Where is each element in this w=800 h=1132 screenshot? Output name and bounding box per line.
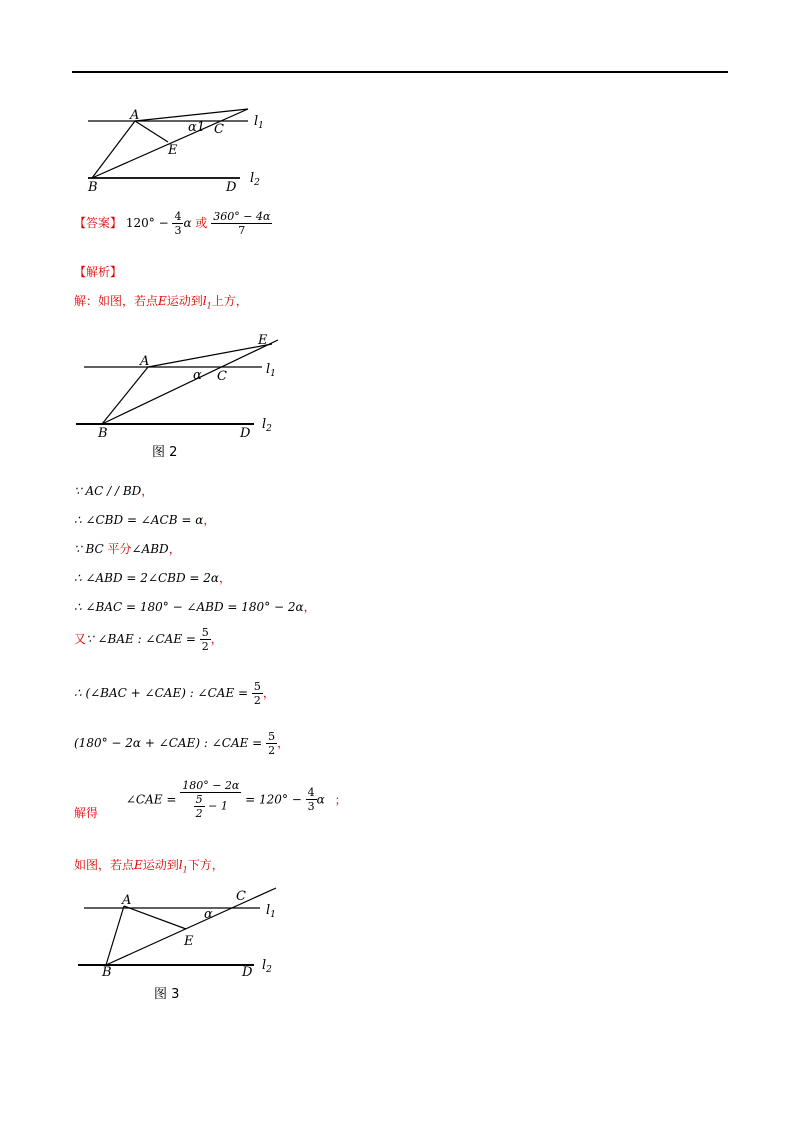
fig2-label-c: C [217, 369, 227, 384]
answer-line [74, 210, 272, 237]
fig1-label-l1: $l_1$ [254, 114, 264, 131]
fig3-label-c: C [236, 889, 246, 904]
fig1-label-a: A [130, 108, 140, 123]
fig1-label-alpha: α1 [188, 120, 206, 135]
fig2-label-l2: $l_2$ [262, 417, 272, 434]
fig2-label-l1: $l_1$ [266, 362, 276, 379]
analysis-label: 【解析】 [74, 265, 123, 279]
step-1: ∵ AC / / BD， [74, 484, 154, 498]
fig3-label-e: E [184, 934, 194, 949]
fig3-label-l2: $l_2$ [262, 958, 272, 975]
step-9: 解得 ∠CAE = 180° − 2α $\frac{5}{2}$ − 1 = 120° − $\frac{4}{3}$ α ； [74, 779, 347, 820]
fig2-caption: 图 2 [152, 445, 178, 460]
fig2-label-d: D [240, 426, 251, 441]
step-4: ∴ ∠ABD = 2∠CBD = 2α， [74, 571, 232, 585]
answer-or: 或 [195, 216, 208, 230]
fig1-label-d: D [226, 180, 237, 195]
fig1-label-c: C [214, 122, 224, 137]
answer-expr2: $\frac{360^\circ - 4\alpha}{7}$ [213, 210, 271, 237]
fig2-label-b: B [98, 426, 108, 441]
case-2-intro: 如图，若点E运动到$l_1$下方， [74, 858, 224, 875]
fig2-label-e: E [258, 333, 268, 348]
fig1-label-l2: $l_2$ [250, 171, 260, 188]
step-2: ∴ ∠CBD = ∠ACB = α， [74, 513, 216, 527]
figure-3 [72, 884, 292, 1006]
step-5: ∴ ∠BAC = 180° − ∠ABD = 180° − 2α， [74, 600, 316, 614]
header-rule [72, 71, 728, 73]
answer-expr1: 120° − $\frac{4}{3}$ α [125, 210, 192, 237]
fig2-label-alpha: α [193, 368, 202, 383]
step-7: ∴ (∠BAC + ∠CAE) : ∠CAE = $\frac{5}{2}$ ， [74, 680, 275, 707]
fig3-label-alpha: α [204, 907, 213, 922]
fig1-label-b: B [88, 180, 98, 195]
figure-2 [72, 330, 292, 465]
fig1-label-e: E [168, 143, 178, 158]
fig3-label-l1: $l_1$ [266, 903, 276, 920]
fig3-label-a: A [122, 893, 132, 908]
fig3-label-b: B [102, 965, 112, 980]
answer-label: 【答案】 [74, 216, 123, 230]
fig2-label-a: A [140, 354, 150, 369]
fig3-label-d: D [242, 965, 253, 980]
step-8: (180° − 2α + ∠CAE) : ∠CAE = $\frac{5}{2}$ ， [74, 730, 290, 757]
step-6: 又∵ ∠BAE : ∠CAE = $\frac{5}{2}$ ， [74, 626, 223, 653]
analysis-intro: 解：如图，若点E运动到$l_1$上方， [74, 294, 248, 311]
figure-1 [80, 100, 280, 196]
step-3: ∵ BC 平分∠ABD， [74, 542, 181, 556]
fig3-caption: 图 3 [154, 987, 180, 1002]
